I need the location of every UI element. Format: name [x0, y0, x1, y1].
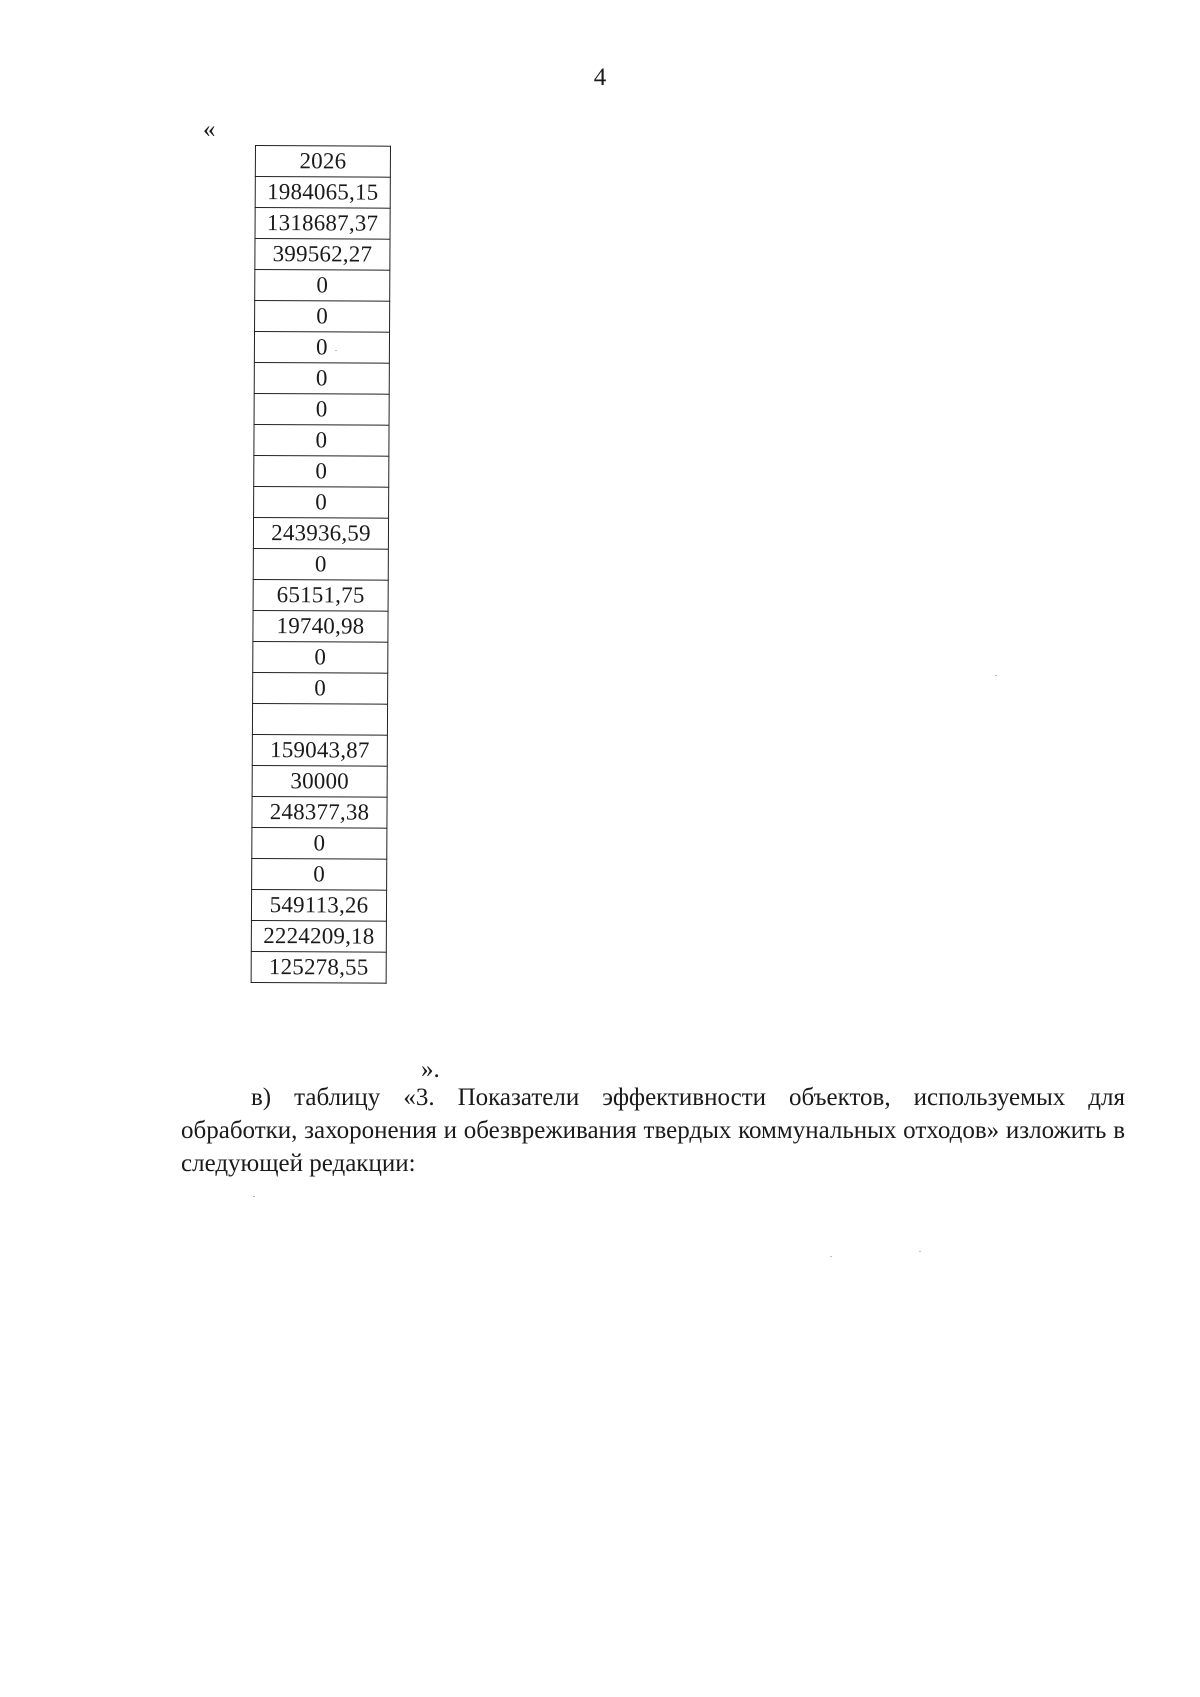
table-row: [253, 641, 388, 673]
table-row: [252, 703, 387, 735]
table-row: [254, 486, 389, 518]
table-row: [255, 301, 390, 333]
table-cell: 0: [254, 424, 389, 456]
table-row: [253, 548, 388, 580]
table-row: [252, 734, 387, 766]
table-cell: 549113,26: [251, 889, 386, 921]
table-row: [252, 765, 387, 797]
scan-speck: [919, 1251, 921, 1252]
table-cell: 0: [255, 270, 390, 302]
scan-speck: [335, 350, 337, 351]
values-table: [251, 145, 391, 984]
table-cell: 243936,59: [253, 517, 388, 549]
table-row: [255, 146, 390, 178]
table-row: [252, 796, 387, 828]
table-row: [254, 393, 389, 425]
table-cell: 0: [254, 332, 389, 364]
paragraph-text: в) таблицу «3. Показатели эффективности объектов, используемых для обработки, захоронения и обезвреживания твердых коммунальных отходов» изложить в следующей редакции:: [181, 1084, 1125, 1177]
table-cell: 0: [254, 486, 389, 518]
table-cell: 0: [255, 301, 390, 333]
table-cell: 159043,87: [252, 734, 387, 766]
scan-speck: [830, 1256, 832, 1257]
table-row: [254, 362, 389, 394]
table-cell: 19740,98: [253, 610, 388, 642]
table-cell: 2224209,18: [251, 920, 386, 952]
table-row: [253, 579, 388, 611]
table-cell: 65151,75: [253, 579, 388, 611]
table-row: [253, 672, 388, 704]
table-row: [254, 455, 389, 487]
table-row: [252, 858, 387, 890]
table-row: [253, 517, 388, 549]
table-row: [255, 208, 390, 240]
table-row: [251, 920, 386, 952]
page-number: 4: [593, 64, 607, 91]
table-row: [253, 610, 388, 642]
table-row: [255, 239, 390, 271]
table-row: [251, 951, 386, 983]
table-cell: 0: [254, 393, 389, 425]
table-cell-empty: [252, 703, 387, 735]
table-cell: 30000: [252, 765, 387, 797]
table-row: [254, 424, 389, 456]
table-cell: 0: [252, 827, 387, 859]
table-row: [254, 332, 389, 364]
table-cell: 399562,27: [255, 239, 390, 271]
table-cell: 125278,55: [251, 951, 386, 983]
table-cell: 0: [253, 548, 388, 580]
table-cell: 0: [253, 672, 388, 704]
table-cell: 0: [254, 455, 389, 487]
table-row: [251, 889, 386, 921]
table-row: [255, 177, 390, 209]
closing-quote: ».: [421, 1056, 440, 1083]
table-cell: 1318687,37: [255, 208, 390, 240]
body-paragraph: [181, 1081, 1125, 1180]
scan-speck: [995, 675, 997, 676]
table-cell: 248377,38: [252, 796, 387, 828]
table-cell: 0: [253, 641, 388, 673]
table-cell: 0: [252, 858, 387, 890]
table-cell: 0: [254, 362, 389, 394]
scan-speck: [253, 1196, 255, 1197]
opening-quote: «: [203, 116, 216, 143]
table-cell: 1984065,15: [255, 177, 390, 209]
table-row: [252, 827, 387, 859]
table-cell-year: 2026: [255, 146, 390, 178]
table-row: [255, 270, 390, 302]
